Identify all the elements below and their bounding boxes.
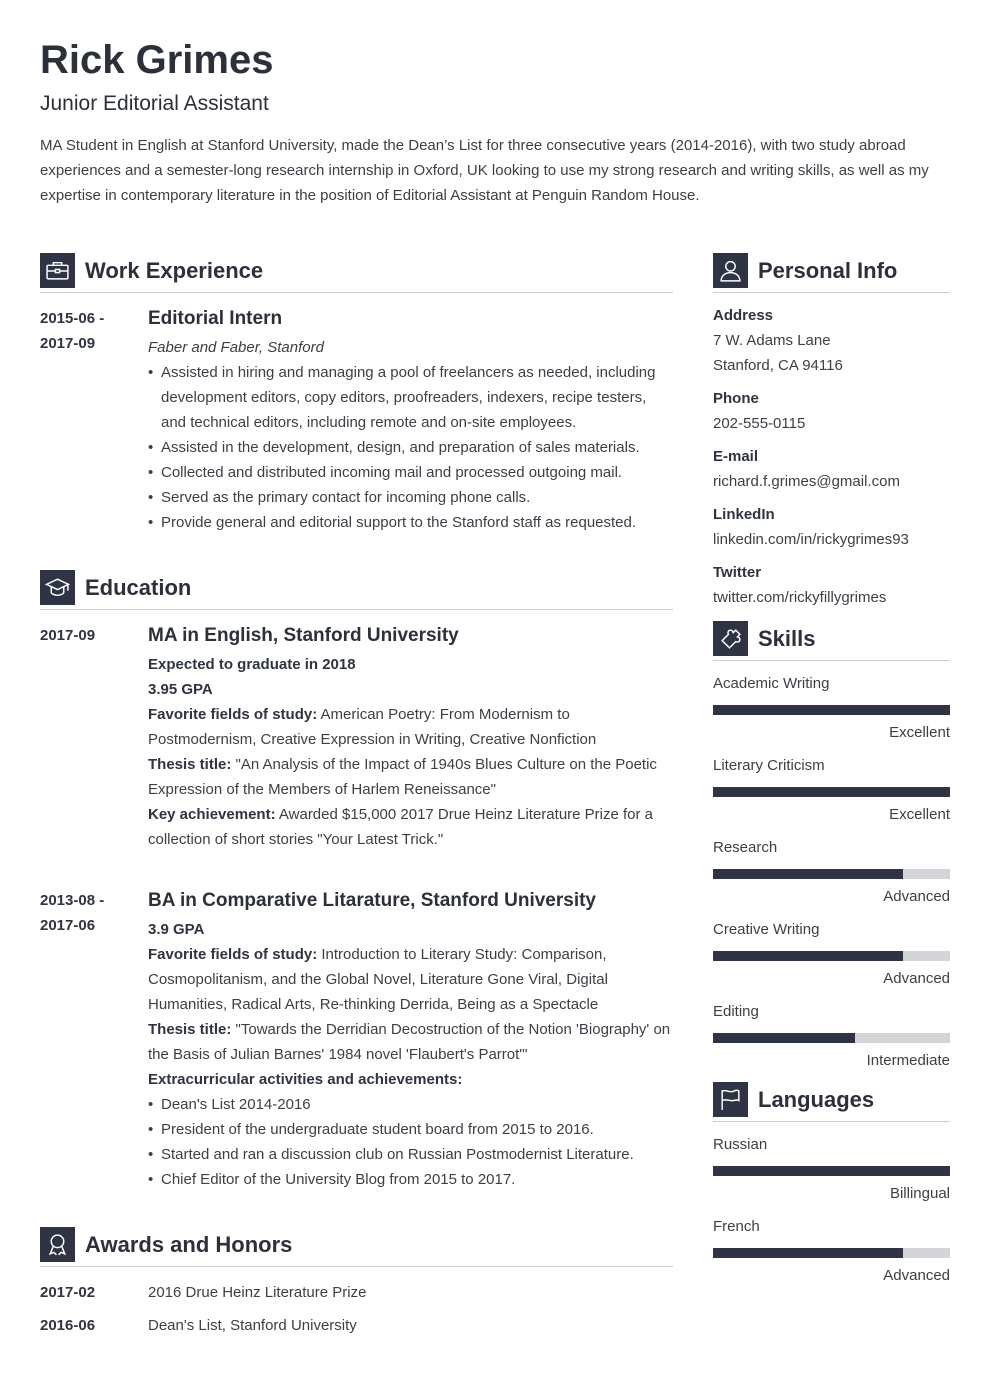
- section-title: Education: [85, 575, 192, 600]
- language-bar: [713, 1166, 950, 1176]
- award-ribbon-icon: [40, 1227, 75, 1262]
- briefcase-icon: [40, 253, 75, 288]
- person-icon: [713, 253, 748, 288]
- list-item: • Dean's List 2014-2016: [148, 1092, 673, 1117]
- award-text: 2016 Drue Heinz Literature Prize: [148, 1284, 367, 1301]
- award-item: [40, 1280, 673, 1305]
- puzzle-icon: [713, 621, 748, 656]
- skill-item: [713, 1002, 950, 1071]
- education-date: [40, 623, 148, 852]
- skill-level: Excellent: [889, 806, 950, 823]
- language-name: French: [713, 1218, 760, 1235]
- list-item: • President of the undergraduate student board from 2015 to 2016.: [148, 1117, 673, 1142]
- section-title: Awards and Honors: [85, 1232, 293, 1257]
- date-start: 2015-06 -: [40, 310, 105, 327]
- language-bar-fill: [713, 1166, 950, 1176]
- skills-header: [713, 621, 950, 661]
- right-column: [713, 253, 950, 1286]
- personal-info: [713, 303, 950, 610]
- skill-level: Advanced: [883, 888, 950, 905]
- work-bullets: [148, 360, 673, 535]
- skill-name: Research: [713, 839, 778, 856]
- twitter-value[interactable]: twitter.com/rickyfillygrimes: [713, 589, 887, 606]
- address-label: Address: [713, 307, 774, 324]
- language-item: [713, 1135, 950, 1204]
- awards-list: [40, 1280, 673, 1338]
- field-value: "An Analysis of the Impact of 1940s Blues Culture on the Poetic Expression of the Members of Harlem Reneissance": [148, 756, 657, 798]
- education-details: [148, 623, 673, 852]
- gpa: 3.95 GPA: [148, 681, 213, 698]
- twitter-label: Twitter: [713, 564, 762, 581]
- field-value: American Poetry: From Modernism to Postmodernism, Creative Expression in Writing, Creative Nonfiction: [148, 706, 597, 748]
- field-label: Key achievement:: [148, 806, 276, 823]
- personal-info-header: [713, 253, 950, 293]
- skill-name: Literary Criticism: [713, 757, 825, 774]
- education-date: [40, 888, 148, 1192]
- flag-icon: [713, 1082, 748, 1117]
- degree-title: MA in English, Stanford University: [148, 625, 459, 646]
- fields-of-study: [148, 942, 673, 1017]
- award-date: 2016-06: [40, 1317, 96, 1334]
- gpa: 3.9 GPA: [148, 921, 205, 938]
- language-level: Billingual: [889, 1185, 950, 1202]
- skill-name: Academic Writing: [713, 675, 830, 692]
- skill-bar: [713, 869, 950, 879]
- skill-bar: [713, 787, 950, 797]
- email-label: E-mail: [713, 448, 759, 465]
- work-details: [148, 306, 673, 535]
- skill-item: [713, 920, 950, 989]
- skill-bar-fill: [713, 1033, 855, 1043]
- list-item: • Chief Editor of the University Blog from 2015 to 2017.: [148, 1167, 673, 1192]
- education-entry: [40, 888, 673, 1192]
- awards-header: [40, 1227, 673, 1267]
- education-entry: [40, 623, 673, 852]
- work-experience-header: [40, 253, 673, 293]
- candidate-name: Rick Grimes: [40, 38, 274, 82]
- skill-bar-fill: [713, 705, 950, 715]
- extracurricular-label: Extracurricular activities and achievements:: [148, 1071, 463, 1088]
- skill-level: Advanced: [883, 970, 950, 987]
- key-achievement: [148, 802, 673, 852]
- language-item: [713, 1217, 950, 1286]
- degree-title: BA in Comparative Litarature, Stanford University: [148, 890, 597, 911]
- section-title: Personal Info: [758, 258, 898, 283]
- list-item: • Started and ran a discussion club on Russian Postmodernist Literature.: [148, 1142, 673, 1167]
- phone-label: Phone: [713, 390, 759, 407]
- skill-bar: [713, 705, 950, 715]
- skill-bar-fill: [713, 951, 903, 961]
- summary: MA Student in English at Stanford University, made the Dean’s List for three consecutive years (2014-2016), with two study abroad experiences and a semester-long research internship in Oxford, UK looking to use my strong research and writing skills, as well as my expertise in contemporary literature in the position of Editorial Assistant at Penguin Random House.: [40, 137, 929, 204]
- thesis: [148, 752, 673, 802]
- position-title: Editorial Intern: [148, 308, 283, 329]
- award-date: 2017-02: [40, 1284, 96, 1301]
- date-start: 2017-09: [40, 627, 96, 644]
- skill-item: [713, 756, 950, 825]
- skills-list: [713, 674, 950, 1071]
- date-start: 2013-08 -: [40, 892, 105, 909]
- languages-list: [713, 1135, 950, 1286]
- field-value: Introduction to Literary Study: Comparison, Cosmopolitanism, and the Global Novel, Literature Gone Viral, Digital Humanities, Radical Arts, Re-thinking Derrida, Being as a Spectacle: [148, 946, 608, 1013]
- language-bar-fill: [713, 1248, 903, 1258]
- list-item: • Provide general and editorial support to the Stanford staff as requested.: [148, 510, 673, 535]
- company-name: Faber and Faber, Stanford: [148, 339, 324, 356]
- linkedin-value[interactable]: linkedin.com/in/rickygrimes93: [713, 531, 909, 548]
- section-title: Skills: [758, 626, 816, 651]
- section-title: Languages: [758, 1087, 875, 1112]
- graduation-note: Expected to graduate in 2018: [148, 656, 356, 673]
- resume-header: [40, 36, 950, 208]
- field-label: Thesis title:: [148, 756, 232, 773]
- section-title: Work Experience: [85, 258, 264, 283]
- date-end: 2017-06: [40, 917, 96, 934]
- skill-name: Creative Writing: [713, 921, 820, 938]
- skill-item: [713, 674, 950, 743]
- left-column: [40, 253, 673, 1338]
- education-details: [148, 888, 673, 1192]
- work-entry: [40, 306, 673, 535]
- list-item: • Served as the primary contact for incoming phone calls.: [148, 485, 673, 510]
- language-level: Advanced: [883, 1267, 950, 1284]
- fields-of-study: [148, 702, 673, 752]
- skill-level: Excellent: [889, 724, 950, 741]
- address-line: 7 W. Adams Lane: [713, 332, 831, 349]
- graduation-cap-icon: [40, 570, 75, 605]
- extracurricular-bullets: [148, 1092, 673, 1192]
- skill-name: Editing: [713, 1003, 759, 1020]
- field-value: "Towards the Derridian Decostruction of the Notion 'Biography' on the Basis of Julian Barnes' 1984 novel 'Flaubert's Parrot'": [148, 1021, 671, 1063]
- skill-bar-fill: [713, 787, 950, 797]
- language-name: Russian: [713, 1136, 768, 1153]
- language-bar: [713, 1248, 950, 1258]
- job-title: Junior Editorial Assistant: [40, 92, 269, 115]
- field-label: Favorite fields of study:: [148, 706, 318, 723]
- email-value[interactable]: richard.f.grimes@gmail.com: [713, 473, 900, 490]
- skill-item: [713, 838, 950, 907]
- field-label: Thesis title:: [148, 1021, 232, 1038]
- thesis: [148, 1017, 673, 1067]
- skill-level: Intermediate: [866, 1052, 950, 1069]
- phone-value: 202-555-0115: [713, 415, 806, 432]
- work-date: [40, 306, 148, 535]
- list-item: • Assisted in the development, design, and preparation of sales materials.: [148, 435, 673, 460]
- languages-header: [713, 1082, 950, 1122]
- education-header: [40, 570, 673, 610]
- field-value: Awarded $15,000 2017 Drue Heinz Literature Prize for a collection of short stories "Your Latest Trick.": [148, 806, 654, 848]
- linkedin-label: LinkedIn: [713, 506, 775, 523]
- skill-bar-fill: [713, 869, 903, 879]
- date-end: 2017-09: [40, 335, 96, 352]
- award-item: [40, 1313, 673, 1338]
- skill-bar: [713, 1033, 950, 1043]
- list-item: • Collected and distributed incoming mail and processed outgoing mail.: [148, 460, 673, 485]
- address-line: Stanford, CA 94116: [713, 357, 843, 374]
- list-item: • Assisted in hiring and managing a pool of freelancers as needed, including development editors, copy editors, proofreaders, indexers, recipe testers, and technical editors, including remote and on-site employees.: [148, 360, 673, 435]
- award-text: Dean's List, Stanford University: [148, 1317, 357, 1334]
- skill-bar: [713, 951, 950, 961]
- field-label: Favorite fields of study:: [148, 946, 318, 963]
